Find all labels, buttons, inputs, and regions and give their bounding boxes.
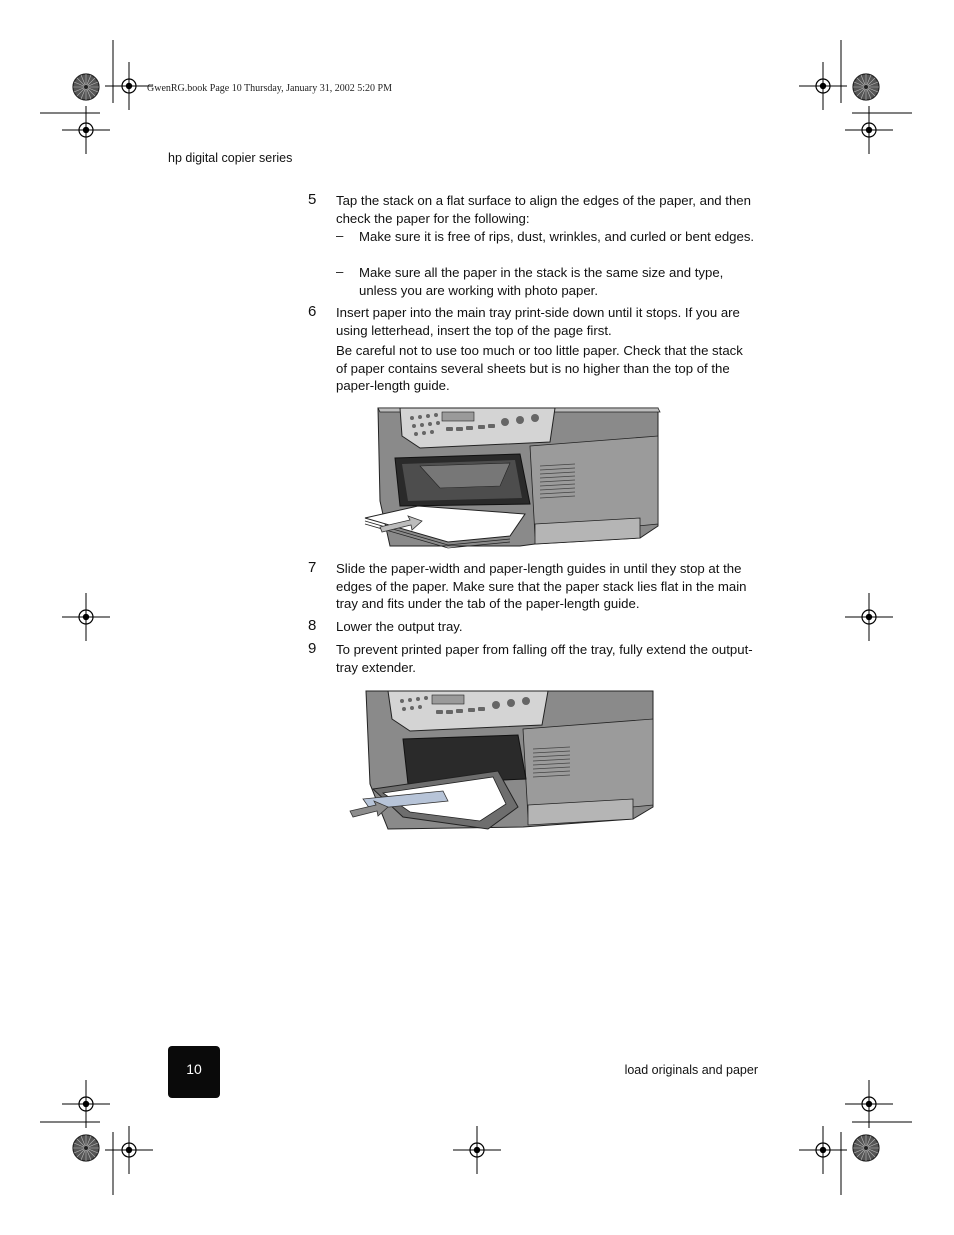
bullet-text: Make sure all the paper in the stack is the same size and type, unless you are working with photo paper. bbox=[359, 265, 724, 298]
print-slug: GwenRG.book Page 10 Thursday, January 31, 2002 5:20 PM bbox=[147, 83, 392, 94]
step-text: Slide the paper-width and paper-length guides in until they stop at the edges of the paper. Make sure that the paper stack lies flat in the main tray and fits under the tab of the paper-length guide. bbox=[336, 561, 747, 611]
page-number: 10 bbox=[186, 1061, 202, 1077]
step-text: Insert paper into the main tray print-side down until it stops. If you are using letterhead, insert the top of the page first. bbox=[336, 305, 740, 338]
step-number: 6 bbox=[308, 303, 317, 320]
running-footer: load originals and paper bbox=[624, 1063, 758, 1077]
step-text: Lower the output tray. bbox=[336, 619, 463, 634]
step-text: To prevent printed paper from falling off the tray, fully extend the output-tray extender. bbox=[336, 642, 753, 675]
step-note: Be careful not to use too much or too little paper. Check that the stack of paper contains several sheets but is no higher than the top of the paper-length guide. bbox=[336, 343, 743, 393]
bullet-text: Make sure it is free of rips, dust, wrinkles, and curled or bent edges. bbox=[359, 229, 755, 244]
step-text: Tap the stack on a flat surface to align the edges of the paper, and then check the paper for the following: bbox=[336, 193, 751, 226]
running-header: hp digital copier series bbox=[168, 151, 293, 165]
bullet-marker: – bbox=[336, 264, 344, 279]
step-number: 7 bbox=[308, 559, 317, 576]
bullet-marker: – bbox=[336, 228, 344, 243]
printer-illustration-output-tray bbox=[348, 689, 658, 835]
step-number: 9 bbox=[308, 640, 317, 657]
step-number: 8 bbox=[308, 617, 317, 634]
printer-illustration-load-paper bbox=[360, 406, 662, 552]
step-number: 5 bbox=[308, 191, 317, 208]
